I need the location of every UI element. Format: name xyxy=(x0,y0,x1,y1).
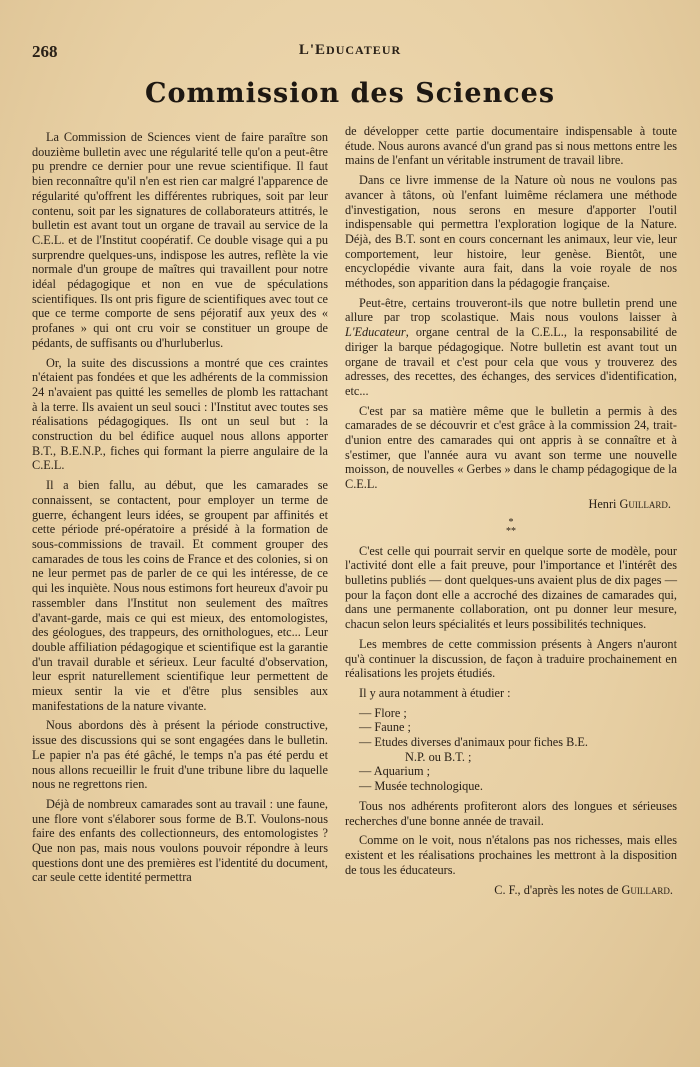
paragraph: Déjà de nombreux camarades sont au travail : une faune, une flore vont s'élaborer sous forme de B.T. Voulons-nous faire des enfants des collectionneurs, des entomologistes ? Que non pas, mais nous voulons pouvoir répondre à leurs questions dont une des premières est l'identité du document, car seule cette identité permettra xyxy=(32,796,328,885)
signature-name: Guillard. xyxy=(621,883,673,898)
paragraph: Il y aura notamment à étudier : xyxy=(359,685,511,700)
left-column xyxy=(32,130,328,890)
paragraph: C'est par sa matière même que le bulletin a permis à des camarades de se découvrir et c'est grâce à la commission 24, trait-d'union entre des camarades qui ont appris à se connaître et à s'estimer, que l'année aura vu avant son terme une nouvelle moisson, de nouvelles « Gerbes » dans le champ pédagogique de la C.E.L. xyxy=(345,403,677,492)
paragraph: Les membres de cette commission présents à Angers n'auront qu'à continuer la discussion, de façon à traduire prochainement en réalisations les projets étudiés. xyxy=(345,636,677,681)
paragraph: Comme on le voit, nous n'étalons pas nos richesses, mais elles existent et les réalisations prochaines les mettront à la disposition de tous les éducateurs. xyxy=(345,833,677,877)
list-item: — Aquarium ; xyxy=(359,764,431,779)
page-number: 268 xyxy=(32,42,58,61)
paragraph: Dans ce livre immense de la Nature où nous ne voulons pas avancer à tâtons, où l'enfant luimême réclamera une méthode d'investigation, nous serons en mesure d'apporter l'outil indispensable qui permettra l'exploration logique de la Nature. Déjà, des B.T. sont en cours concernant les animaux, leur vie, leur comportement, leur histoire, leur genèse. Bientôt, une encyclopédie vivante aura fait, dans la voie royale de nos méthodes, son apparition dans la pédagogie française. xyxy=(345,173,677,291)
paragraph: de développer cette partie documentaire indispensable à toute étude. Nous aurons avancé d'un grand pas si nous mettons entre les mains de l'enfant un véritable instrument de travail libre. xyxy=(345,124,677,168)
page-header xyxy=(32,42,668,64)
list-item: — Flore ; xyxy=(359,705,407,720)
asterism-top: * xyxy=(508,516,514,528)
paragraph xyxy=(345,296,677,399)
paragraph-text: Peut-être, certains trouveront-ils que notre bulletin prend une allure par trop scolastique. Mais nous voulons laisser à xyxy=(345,295,677,325)
signature xyxy=(345,497,671,512)
paragraph: Il a bien fallu, au début, que les camarades se connaissent, se contactent, pour employer un terme de guerre, échangent leurs idées, se groupent par affinités et cette période pré-opératoire a présidé à la formation de sous-commissions de travail. Et comment grouper des camarades de tous les coins de France et des colonies, si on ne leur permet pas de parler de ce qui les intéresse, de ce qui les inquiète. Nous nous estimons fort heureux d'avoir pu rassembler dans l'Institut non seulement des maîtres d'avant-garde, mais ce qui est mieux, des entomologistes, des géologues, des trappeurs, des ornithologues, etc... Leur double affiliation pédagogique et scientifique est la garantie d'un travail durable et sérieux. Leur faculté d'observation, leur esprit naturellement scientifique leur permettent de mieux sentir la vie et d'être plus sensibles aux manifestations de la nature vivante. xyxy=(32,478,328,713)
right-column xyxy=(345,124,677,898)
signature-prefix: C. F., d'après les notes de xyxy=(494,883,619,898)
paragraph: Tous nos adhérents profiteront alors des longues et sérieuses recherches d'une bonne année de travail. xyxy=(345,798,677,828)
paragraph: Nous abordons dès à présent la période constructive, issue des discussions qui se sont engagées dans le bulletin. Le papier n'a pas été gâché, le temps n'a pas été perdu et nous allons recueillir le fruit d'une tribune libre du laquelle nous ne regrettons rien. xyxy=(32,718,328,792)
list-item-continuation: N.P. ou B.T. ; xyxy=(405,749,472,764)
asterism-bottom: ** xyxy=(506,525,516,537)
article-title: Commission des Sciences xyxy=(144,78,556,109)
paragraph: Or, la suite des discussions a montré que ces craintes n'étaient pas fondées et que les adhérents de la commission 24 n'avaient pas quitté les semelles de plomb les rattachant à la terre. Ils avaient un seul souci : l'Institut avec toutes ses réalisations pédagogiques. Ils ont un seul but : la construction du bel édifice auquel nous allons apporter B.T., B.E.N.P., fiches qui formant la pierre angulaire de la C.E.L. xyxy=(32,355,328,473)
study-list xyxy=(345,706,677,794)
signature-first: Henri xyxy=(588,496,617,511)
closing-signature xyxy=(345,883,673,898)
section-separator xyxy=(345,518,677,536)
signature-last: Guillard. xyxy=(619,496,671,511)
paragraph: C'est celle qui pourrait servir en quelque sorte de modèle, pour l'activité dont elle a fait preuve, pour l'importance et l'intérêt des bulletins publiés — dont quelques-uns avaient plus de dix pages — pour la façon dont elle a accroché des dizaines de camarades qui, dans une permanente collaboration, ont pu donner leur mesure, chacun selon leurs spécialités et leurs possibilités techniques. xyxy=(345,543,677,632)
paragraph: La Commission de Sciences vient de faire paraître son douzième bulletin avec une régularité telle qu'on a peut-être pu prendre ce dernier pour une revue scientifique. Il faut bien reconnaître qu'il n'en est rien car malgré l'apparence de régularité qu'offrent les différentes rubriques, soit par leur contenu, soit par les signatures de collaborateurs attitrés, le bulletin est avant tout un organe de travail au service de la C.E.L. et de l'Institut coopératif. Ce double visage qui a pu surprendre quelques-uns, indispose les autres, reflète la vie normale d'un groupe de maîtres qui travaillent pour notre idéal pédagogique et non en vue de spéculations scientifiques. Ils ont pris figure de scientifiques avec tout ce que ce terme comporte de sens péjoratif aux yeux des « profanes » qui ont cru voir se constituer un groupe de pédants, de suffisants ou d'hurluberlus. xyxy=(32,130,328,350)
list-item: — Musée technologique. xyxy=(359,779,483,794)
list-item: — Faune ; xyxy=(359,720,411,735)
journal-reference: L'Educateur xyxy=(345,325,406,340)
journal-title-rest: DUCATEUR xyxy=(326,43,402,57)
paragraph-text: , organe central de la C.E.L., la responsabilité de diriger la barque pédagogique. Notre bulletin est avant tout un organe de travail et c'est pour cela que vous y trouverez des adresses, des recettes, des échanges, des services d'identification, etc... xyxy=(345,325,677,398)
list-item: — Etudes diverses d'animaux pour fiches B.E. xyxy=(359,735,588,750)
journal-title-initial: L'E xyxy=(298,42,327,58)
journal-title xyxy=(32,42,668,59)
